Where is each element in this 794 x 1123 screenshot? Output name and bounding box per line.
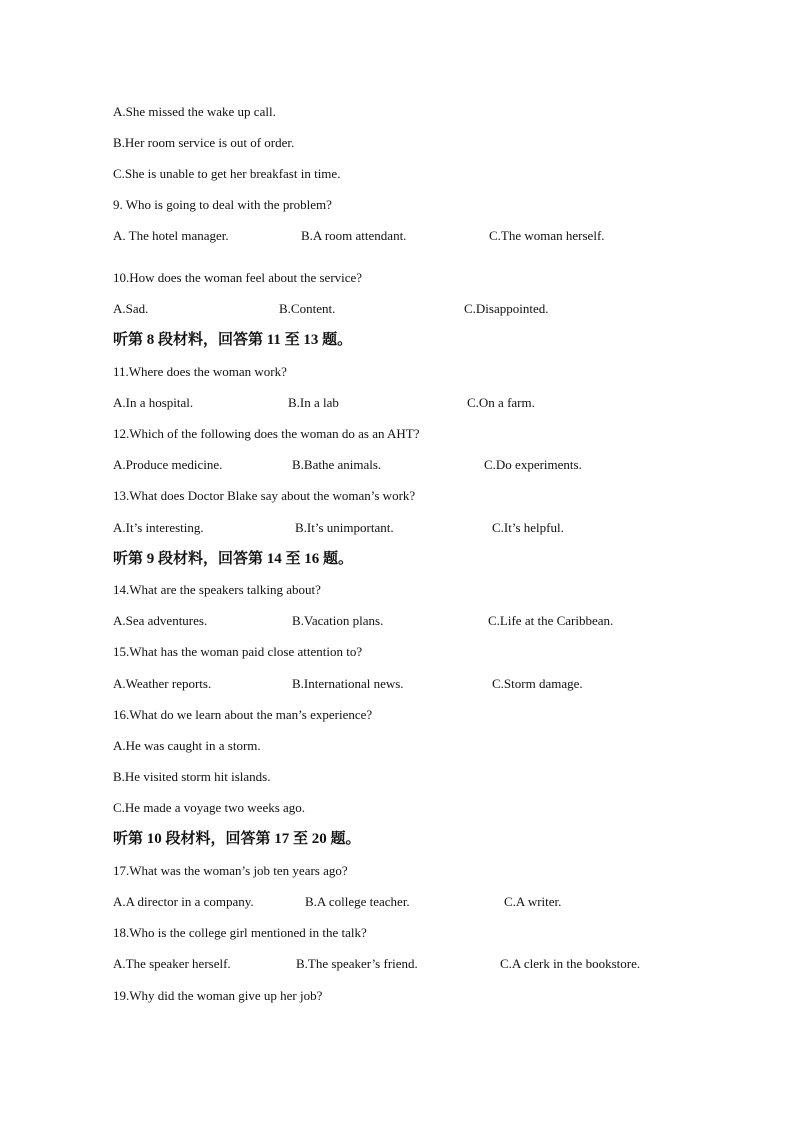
- q18-option-b: B.The speaker’s friend.: [296, 956, 418, 971]
- q14-option-b: B.Vacation plans.: [292, 613, 384, 628]
- q15-option-a: A.Weather reports.: [113, 676, 212, 691]
- q18-option-a: A.The speaker herself.: [113, 956, 231, 971]
- question-14: 14.What are the speakers talking about?: [113, 582, 321, 597]
- question-12: 12.Which of the following does the woman do as an AHT?: [113, 426, 420, 441]
- q17-option-c: C.A writer.: [504, 894, 562, 909]
- q9-option-a: A. The hotel manager.: [113, 228, 229, 243]
- q13-option-a: A.It’s interesting.: [113, 520, 204, 535]
- q10-option-a: A.Sad.: [113, 301, 149, 316]
- section-heading-10: 听第 10 段材料，回答第 17 至 20 题。: [113, 831, 361, 847]
- q16-option-c: C.He made a voyage two weeks ago.: [113, 800, 306, 815]
- q16-option-a: A.He was caught in a storm.: [113, 738, 261, 753]
- question-13: 13.What does Doctor Blake say about the woman’s work?: [113, 488, 416, 503]
- q11-option-b: B.In a lab: [288, 395, 339, 410]
- section-heading-9: 听第 9 段材料，回答第 14 至 16 题。: [113, 551, 354, 567]
- q10-option-b: B.Content.: [279, 301, 336, 316]
- question-10: 10.How does the woman feel about the service?: [113, 270, 363, 285]
- section-heading-8: 听第 8 段材料，回答第 11 至 13 题。: [113, 332, 353, 348]
- q8-option-b: B.Her room service is out of order.: [113, 135, 295, 150]
- question-19: 19.Why did the woman give up her job?: [113, 988, 323, 1003]
- q13-option-b: B.It’s unimportant.: [295, 520, 394, 535]
- q9-option-c: C.The woman herself.: [489, 228, 605, 243]
- question-15: 15.What has the woman paid close attention to?: [113, 644, 363, 659]
- question-16: 16.What do we learn about the man’s experience?: [113, 707, 373, 722]
- q12-option-b: B.Bathe animals.: [292, 457, 382, 472]
- question-18: 18.Who is the college girl mentioned in the talk?: [113, 925, 367, 940]
- q17-option-a: A.A director in a company.: [113, 894, 254, 909]
- q8-option-c: C.She is unable to get her breakfast in time.: [113, 166, 341, 181]
- q11-option-c: C.On a farm.: [467, 395, 535, 410]
- q14-option-a: A.Sea adventures.: [113, 613, 208, 628]
- q9-option-b: B.A room attendant.: [301, 228, 407, 243]
- q13-option-c: C.It’s helpful.: [492, 520, 564, 535]
- q16-option-b: B.He visited storm hit islands.: [113, 769, 271, 784]
- q8-option-a: A.She missed the wake up call.: [113, 104, 276, 119]
- q15-option-c: C.Storm damage.: [492, 676, 583, 691]
- q14-option-c: C.Life at the Caribbean.: [488, 613, 614, 628]
- q12-option-c: C.Do experiments.: [484, 457, 582, 472]
- q17-option-b: B.A college teacher.: [305, 894, 410, 909]
- q15-option-b: B.International news.: [292, 676, 404, 691]
- question-17: 17.What was the woman’s job ten years ago?: [113, 863, 348, 878]
- q12-option-a: A.Produce medicine.: [113, 457, 223, 472]
- q10-option-c: C.Disappointed.: [464, 301, 549, 316]
- question-9: 9. Who is going to deal with the problem?: [113, 197, 332, 212]
- question-11: 11.Where does the woman work?: [113, 364, 287, 379]
- q11-option-a: A.In a hospital.: [113, 395, 194, 410]
- q18-option-c: C.A clerk in the bookstore.: [500, 956, 641, 971]
